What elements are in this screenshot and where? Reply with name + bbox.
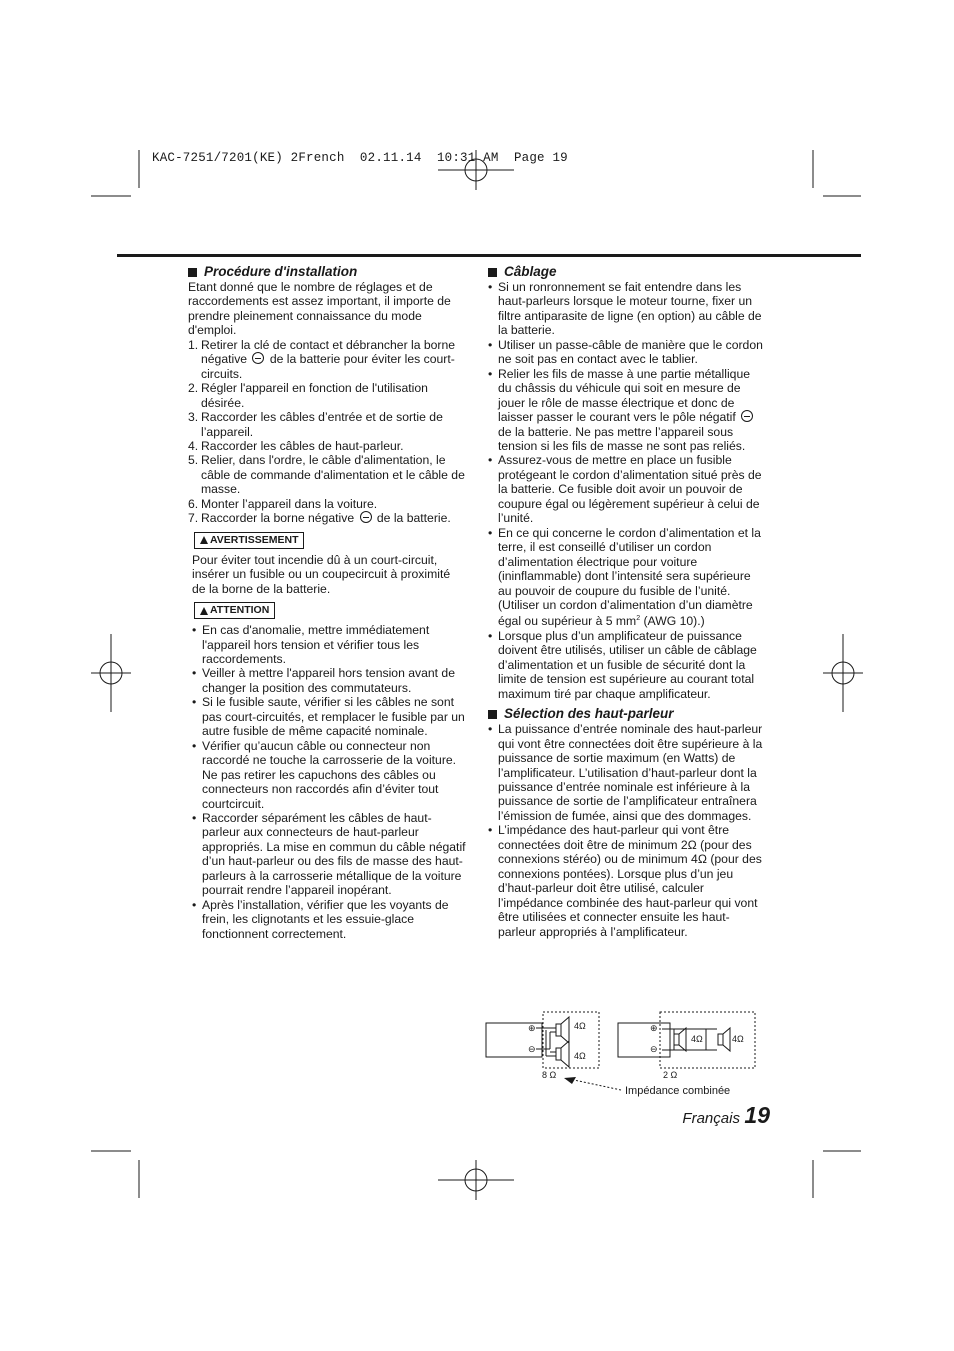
step-item: 4. Raccorder les câbles de haut-parleur. [188,438,404,453]
selection-title: Sélection des haut-parleur [504,706,674,722]
minus-terminal-icon [360,511,372,523]
series-top-impedance: 4Ω [574,1021,586,1031]
square-bullet-icon [188,268,197,277]
square-bullet-icon [488,710,497,719]
list-item: • L’impédance des haut-parleur qui vont être connectées doit être de minimum 2Ω (pour des connexions stéréo) ou de minimum 4Ω (pour des connexions pontées). Lorsque plus d’un jeu d’haut-parleur doit être utilisé, calculer l’impédance combinée des haut-parleur qui vont être utilisées et connecter ensuite les haut-parleur appropriés à l’amplificateur. [488,823,766,939]
attention-label: ATTENTION [194,602,275,619]
diagram-caption: Impédance combinée [625,1085,731,1097]
installation-title: Procédure d'installation [204,264,358,279]
warning-label: AVERTISSEMENT [194,532,304,549]
list-item: • Si le fusible saute, vérifier si les câbles ne sont pas court-circuités, et remplacer le fusible par un autre fusible de même capacité nominale. [192,695,466,738]
header-rule [117,254,861,257]
list-item: • En ce qui concerne le cordon d’alimentation et la terre, il est conseillé d’utiliser un cordon d’alimentation électrique pour voiture (ininflammable) dont l’intensité sera supérieure au pouvoir de coupure du fusible de l’unité. (Utiliser un cordon d’alimentation d’un diamètre égal ou supérieur à 5 $mm^2$ (AWG 10).) [488,526,766,629]
section-title [488,706,766,722]
plus-terminal-label: ⊕ [528,1023,536,1033]
warning-text: Pour éviter tout incendie dû à un court-circuit, insérer un fusible ou un coupecircuit à proximité de la borne de la batterie. [192,552,451,596]
section-title [488,264,766,280]
cablage-title: Câblage [504,264,557,279]
list-item: • Après l’installation, vérifier que les voyants de frein, les clignotants et les essuie-glace fonctionnent correctement. [192,898,466,941]
step-item: 6. Monter l’appareil dans la voiture. [188,496,378,511]
parallel-total-impedance: 2 Ω [663,1070,678,1080]
minus-terminal-label: ⊖ [528,1044,536,1054]
page-footer [620,1102,770,1129]
step-item: 2. Régler l'appareil en fonction de l'utilisation désirée. [188,381,428,410]
minus-terminal-icon [741,410,753,422]
step-item: 7. Raccorder la borne négative de la batterie. [188,511,451,526]
install-steps [188,338,466,526]
series-total-impedance: 8 Ω [542,1070,557,1080]
minus-terminal-icon [252,352,264,364]
selection-list [488,722,766,939]
list-item: • Assurez-vous de mettre en place un fusible protégeant le cordon d’alimentation situé près de la batterie. Ce fusible doit avoir un pouvoir de coupure égal ou légèrement supérieur à celui de l’unité. [488,453,766,525]
footer-language: Français [682,1110,740,1127]
step-item: 1. Retirer la clé de contact et débrancher la borne négative de la batterie pour éviter les court-circuits. [188,337,456,381]
attention-list [192,623,466,941]
list-item: • Utiliser un passe-câble de manière que le cordon ne soit pas en contact avec le tablier. [488,338,766,367]
list-item: • En cas d'anomalie, mettre immédiatement l'appareil hors tension et vérifier tous les raccordements. [192,623,466,666]
speaker-impedance-diagram [484,1008,774,1100]
print-header: KAC-7251/7201(KE) 2French 02.11.14 10:31 AM Page 19 [152,151,568,165]
list-item: • Lorsque plus d’un amplificateur de puissance doivent être utilisés, utiliser un câble de câblage d’alimentation et un fusible de sécurité dont la limite de tension est supérieure au courant total maximum tiré par chaque amplificateur. [488,629,766,701]
list-item: • Vérifier qu’aucun câble ou connecteur non raccordé ne touche la carrosserie de la voiture. Ne pas retirer les capuchons des câbles ou connecteurs non raccordés afin d’éviter tout courtcircuit. [192,739,466,811]
plus-terminal-label: ⊕ [650,1023,658,1033]
right-column [488,264,766,939]
list-item: • Veiller à mettre l'appareil hors tension avant de changer la position des commutateurs. [192,666,466,695]
minus-terminal-label: ⊖ [650,1044,658,1054]
list-item: • Raccorder séparément les câbles de haut-parleur aux connecteurs de haut-parleur appropriés. La mise en commun du câble négatif d’un haut-parleur ou des fils de masse des haut-parleurs à la carrosserie métallique de la voiture pourrait rendre l’appareil inopérant. [192,811,466,898]
warning-triangle-icon [200,536,208,544]
intro-paragraph: Etant donné que le nombre de réglages et de raccordements est assez important, il importe de prendre pleinement connaissance du mode d'emploi. [188,280,451,338]
page-number: 19 [744,1102,770,1128]
parallel-b-impedance: 4Ω [732,1034,744,1044]
cablage-list [488,280,766,701]
step-item: 3. Raccorder les câbles d’entrée et de sortie de l’appareil. [188,410,443,439]
series-bottom-impedance: 4Ω [574,1051,586,1061]
left-column [188,264,466,941]
list-item: • Relier les fils de masse à une partie métallique du châssis du véhicule qui soit en mesure de jouer le rôle de masse électrique et donc de laisser passer le courant vers le pôle négatif de la batterie. Ne pas mettre l’appareil sous tension si les fils de masse ne sont pas reliés. [488,367,766,454]
list-item: • Si un ronronnement se fait entendre dans les haut-parleurs lorsque le moteur tourne, fixer un filtre antiparasite de ligne (en option) au câble de la batterie. [488,280,766,338]
square-bullet-icon [488,268,497,277]
step-item: 5. Relier, dans l'ordre, le câble d'alimentation, le câble de commande d'alimentation et le câble de masse. [188,453,465,497]
parallel-a-impedance: 4Ω [691,1034,703,1044]
section-title [188,264,466,280]
list-item: • La puissance d’entrée nominale des haut-parleur qui vont être connectées doit être supérieure à la puissance de sortie maximum (en Watts) de l’amplificateur. L’utilisation d’haut-parleur dont la puissance d’entrée nominale est inférieure à la puissance de sortie de l’amplificateur entraînera l’émission de fumée, ainsi que des dommages. [488,722,766,823]
warning-triangle-icon [200,607,208,615]
